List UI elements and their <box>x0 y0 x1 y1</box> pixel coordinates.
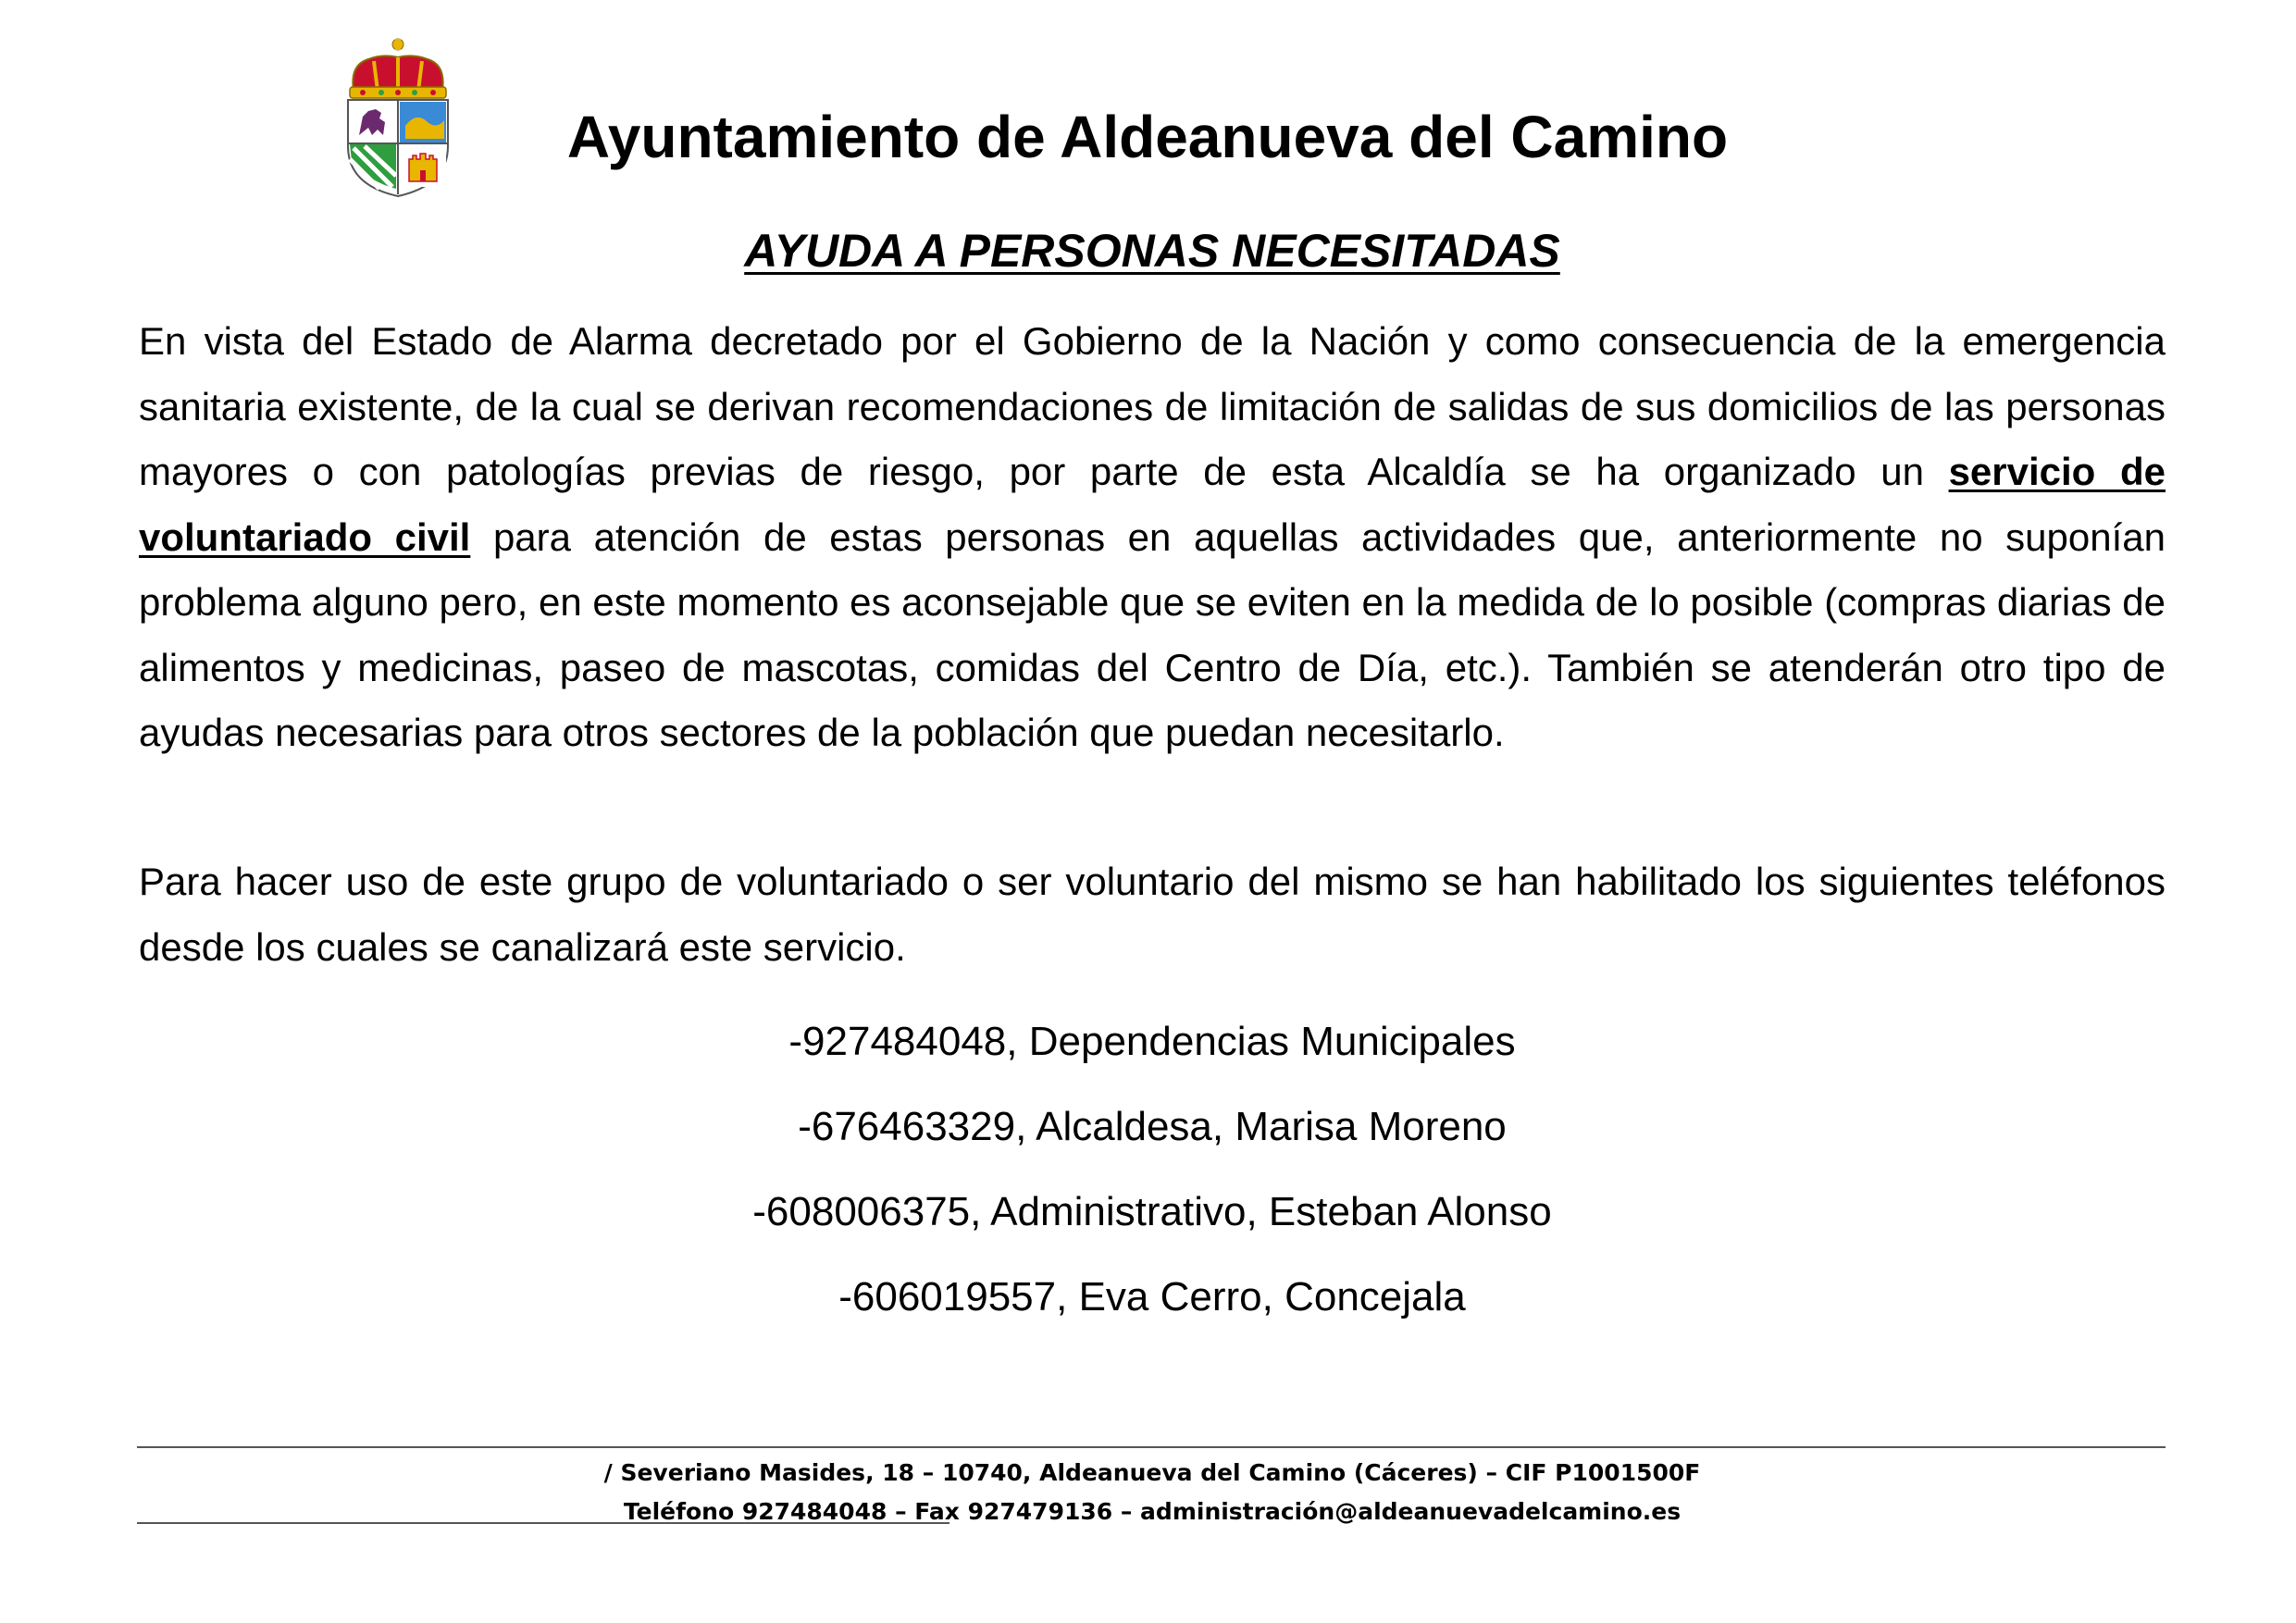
intro-paragraph <box>139 309 2166 766</box>
phone-item-councillor: -606019557, Eva Cerro, Concejala <box>838 1274 1466 1319</box>
footer-underline <box>137 1522 949 1524</box>
crown-icon <box>350 39 446 98</box>
phone-item-mayor: -676463329, Alcaldesa, Marisa Moreno <box>798 1104 1507 1149</box>
phones-intro-paragraph: Para hacer uso de este grupo de voluntariado o ser voluntario del mismo se han habilitado los siguientes teléfonos desde los cuales se canalizará este servicio. <box>139 860 2166 969</box>
footer-address: / Severiano Masides, 18 – 10740, Aldeanueva del Camino (Cáceres) – CIF P1001500F <box>603 1459 1701 1486</box>
footer-divider <box>137 1446 2166 1448</box>
phone-item-administrative: -608006375, Administrativo, Esteban Alonso <box>752 1189 1552 1234</box>
phone-item-municipal-offices: -927484048, Dependencias Municipales <box>788 1019 1516 1064</box>
phone-list <box>139 999 2166 1340</box>
intro-paragraph-end: para atención de estas personas en aquellas actividades que, anteriormente no suponían problema alguno pero, en este momento es aconsejable que se eviten en la medida de lo posible (compras diarias de alimentos y medicinas, paseo de mascotas, comidas del Centro de Día, etc.). También se atenderán otro tipo de ayudas necesarias para otros sectores de la población que puedan necesitarlo. <box>139 514 2166 754</box>
notice-heading: AYUDA A PERSONAS NECESITADAS <box>744 225 1560 277</box>
page-title: Ayuntamiento de Aldeanueva del Camino <box>566 104 1729 170</box>
intro-paragraph-start: En vista del Estado de Alarma decretado por el Gobierno de la Nación y como consecuencia de la emergencia sanitaria existente, de la cual se derivan recomendaciones de limitación de salidas de sus domicilios de las personas mayores o con patologías previas de riesgo, por parte de esta Alcaldía se ha organizado un <box>139 319 2166 493</box>
footer-contact: Teléfono 927484048 – Fax 927479136 – administración@aldeanuevadelcamino.es <box>623 1498 1682 1525</box>
volunteer-service-highlight: servicio de voluntariado civil <box>139 450 2166 559</box>
